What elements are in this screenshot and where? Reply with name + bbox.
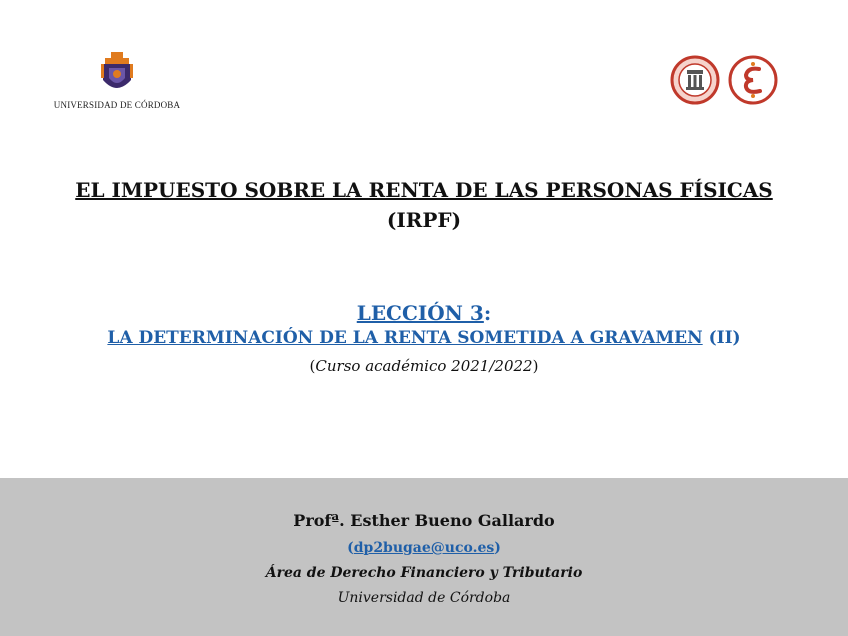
law-faculty-seal-icon [670, 55, 720, 105]
professor-name: Profª. Esther Bueno Gallardo [293, 511, 555, 530]
lesson-colon: : [483, 301, 492, 325]
e-emblem-icon [728, 55, 778, 105]
course-open-paren: ( [309, 357, 316, 375]
email-open-paren: ( [347, 540, 354, 556]
title-line-2: (IRPF) [386, 208, 462, 232]
email-line [0, 537, 848, 559]
university-logo-text: UNIVERSIDAD DE CÓRDOBA [53, 100, 181, 110]
email-close-paren: ) [494, 540, 501, 556]
document-title [0, 175, 848, 235]
email-link[interactable]: dp2bugae@uco.es [353, 540, 495, 556]
lesson-subtitle: LA DETERMINACIÓN DE LA RENTA SOMETIDA A GRAVAMEN [107, 328, 703, 348]
university-logo [52, 50, 182, 110]
lesson-heading [0, 300, 848, 350]
title-line-1: EL IMPUESTO SOBRE LA RENTA DE LAS PERSONAS FÍSICAS [75, 178, 773, 202]
lesson-title-line [0, 326, 848, 350]
university-shield-icon [97, 50, 137, 98]
course-year [0, 357, 848, 375]
university-name: Universidad de Córdoba [337, 590, 511, 606]
faculty-logos [670, 55, 778, 105]
department-area: Área de Derecho Financiero y Tributario [265, 565, 583, 581]
course-text: Curso académico 2021/2022 [315, 357, 533, 375]
lesson-part: (II) [708, 328, 741, 348]
lesson-number: LECCIÓN 3 [356, 301, 484, 325]
course-close-paren: ) [532, 357, 539, 375]
lesson-number-line [0, 300, 848, 326]
footer-panel [0, 478, 848, 636]
